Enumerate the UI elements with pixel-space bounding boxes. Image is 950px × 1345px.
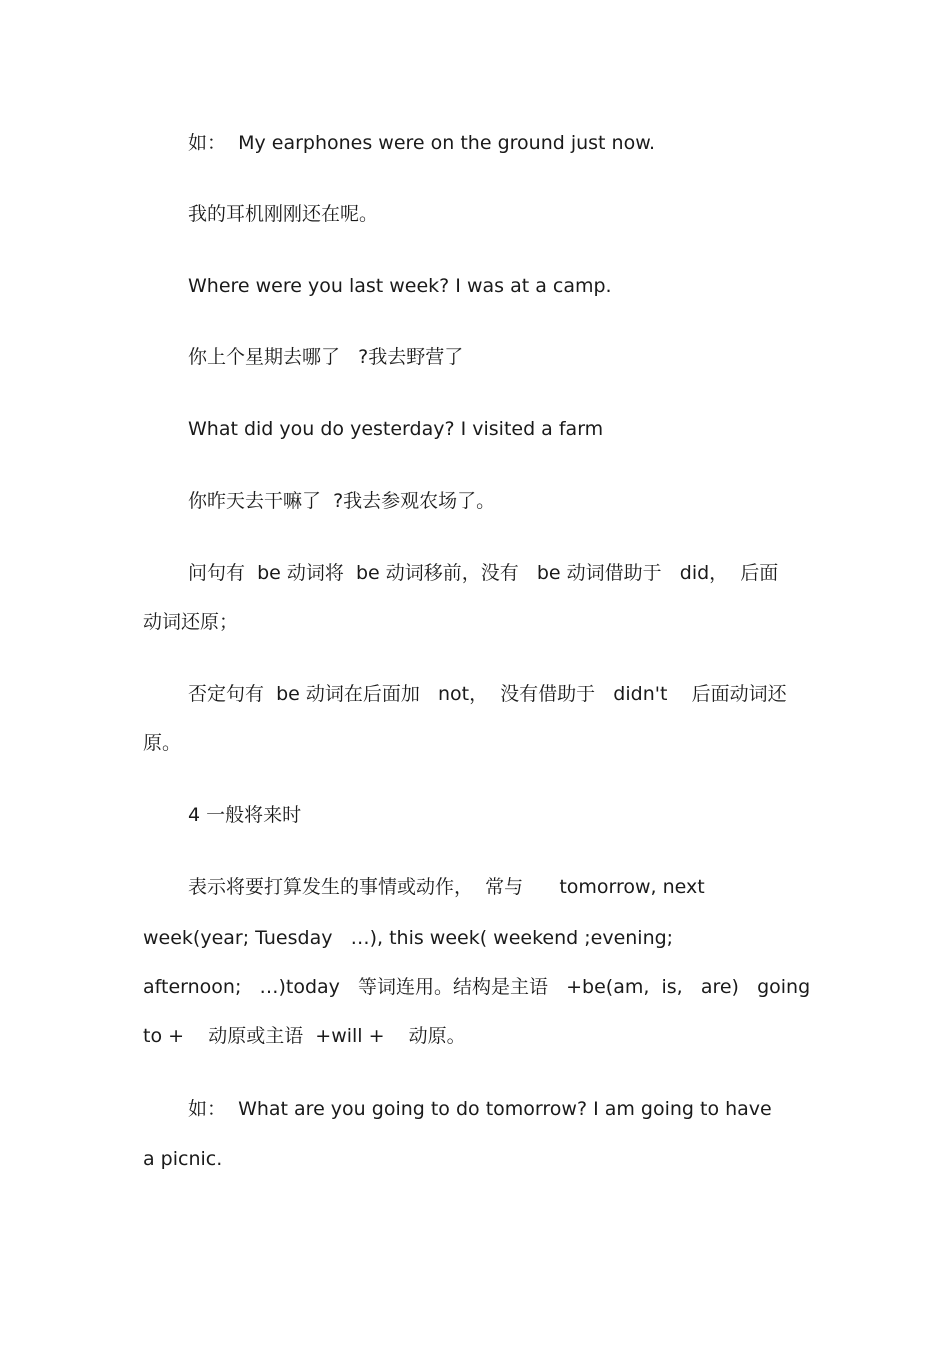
future-tense-line-3: afternoon; …)today 等词连用。结构是主语 +be(am, is, are) going <box>143 976 811 998</box>
translation-3: 你昨天去干嘛了 ?我去参观农场了。 <box>188 490 496 512</box>
future-tense-line-2: week(year; Tuesday …), this week( weekend ;evening; <box>143 927 674 949</box>
example-sentence-1: 如： My earphones were on the ground just now. <box>188 132 656 154</box>
example-sentence-2: Where were you last week? I was at a camp. <box>188 275 612 297</box>
future-tense-line-4: to + 动原或主语 +will + 动原。 <box>143 1025 466 1047</box>
rule-question-line-1: 问句有 be 动词将 be 动词移前，没有 be 动词借助于 did， 后面 <box>188 562 779 584</box>
example-sentence-4-line-1: 如： What are you going to do tomorrow? I am going to have <box>188 1098 772 1120</box>
example-sentence-3: What did you do yesterday? I visited a farm <box>188 418 604 440</box>
section-heading-future-tense: 4 一般将来时 <box>188 804 302 826</box>
rule-negative-line-2: 原。 <box>143 732 182 754</box>
translation-2: 你上个星期去哪了 ?我去野营了 <box>188 346 464 368</box>
example-sentence-4-line-2: a picnic. <box>143 1148 223 1170</box>
translation-1: 我的耳机刚刚还在呢。 <box>188 203 379 225</box>
rule-negative-line-1: 否定句有 be 动词在后面加 not， 没有借助于 didn't 后面动词还 <box>188 683 787 705</box>
future-tense-line-1: 表示将要打算发生的事情或动作， 常与 tomorrow, next <box>188 876 705 898</box>
rule-question-line-2: 动词还原； <box>143 611 239 633</box>
